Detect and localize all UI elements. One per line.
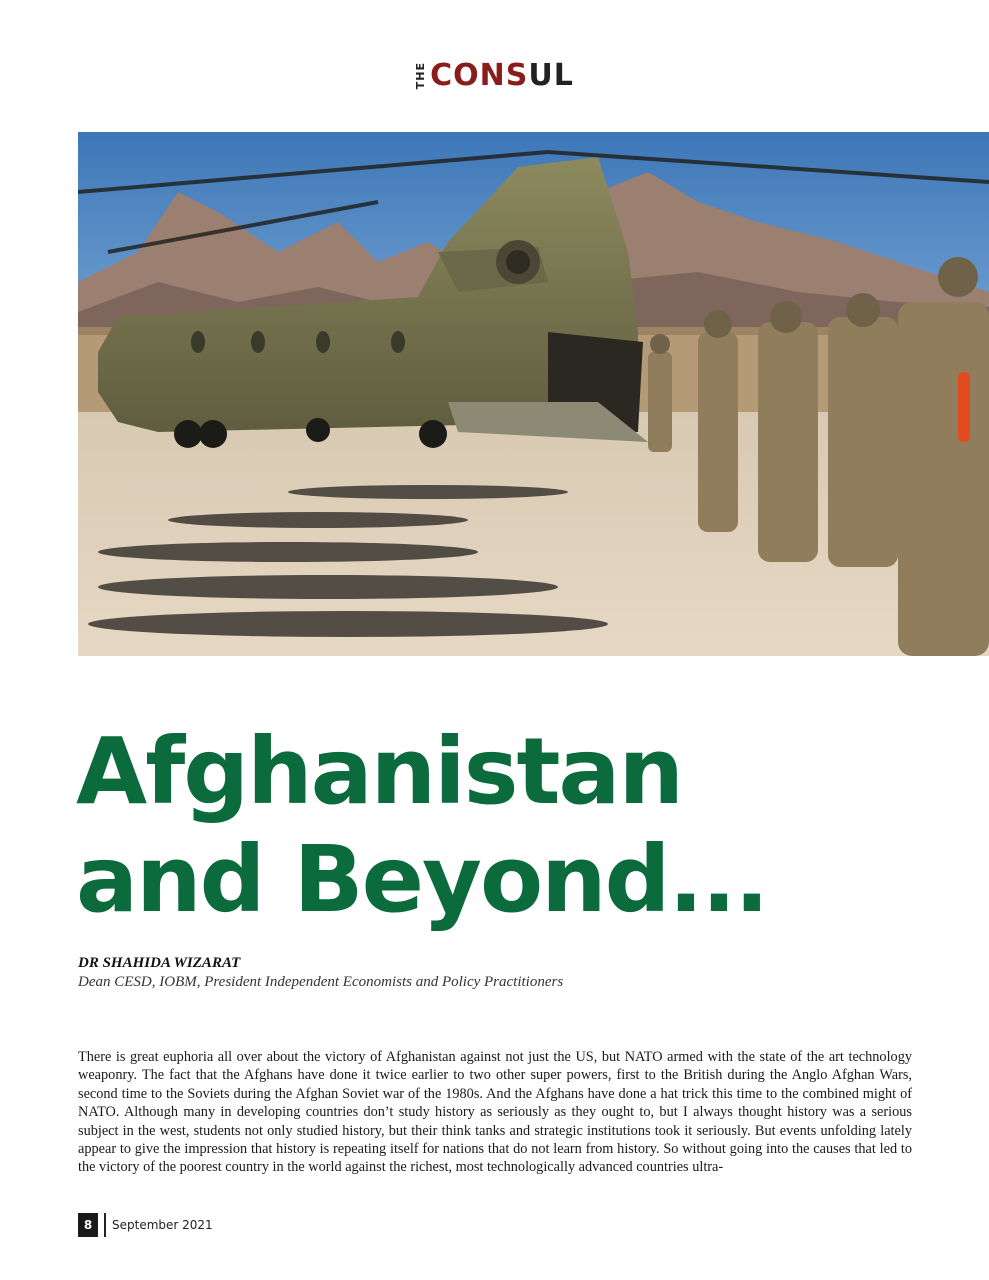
masthead-logo [415, 58, 574, 94]
masthead-the: THE [414, 62, 428, 90]
page-number: 8 [78, 1213, 98, 1237]
author-role: Dean CESD, IOBM, President Independent Economists and Policy Practitioners [78, 974, 564, 990]
issue-date: September 2021 [112, 1218, 213, 1232]
page-footer [78, 1213, 213, 1237]
article-title-line-2: and Beyond... [76, 826, 768, 933]
article-title-line-1: Afghanistan [76, 718, 683, 825]
masthead-title-accent: CONS [430, 58, 529, 93]
masthead [0, 58, 989, 94]
article-title [76, 718, 936, 934]
masthead-title [430, 58, 574, 94]
author-name: DR SHAHIDA WIZARAT [78, 955, 241, 971]
article-body: There is great euphoria all over about the victory of Afghanistan against not just the US, but NATO armed with the state of the art technology weaponry. The fact that the Afghans have done it twice earlier to two other super powers, first to the British during the Anglo Afghan Wars, second time to the Soviets during the Afghan Soviet war of the 1980s. And the Afghans have done a hat trick this time to the combined might of NATO. Although many in developing countries don’t study history as seriously as they ought to, but I always thought history was a serious subject in the west, students not only studied history, but their think tanks and strategic institutions took it seriously. But events unfolding lately appear to give the impression that history is repeating itself for nations that do not learn from history. So without going into the causes that led to the victory of the poorest country in the world against the richest, most technologically advanced countries ultra- [78, 1049, 912, 1176]
footer-divider [104, 1213, 106, 1237]
military-helicopter-photo [78, 132, 989, 656]
byline [78, 954, 938, 992]
article-photo [78, 132, 989, 656]
masthead-title-rest: UL [528, 58, 574, 93]
